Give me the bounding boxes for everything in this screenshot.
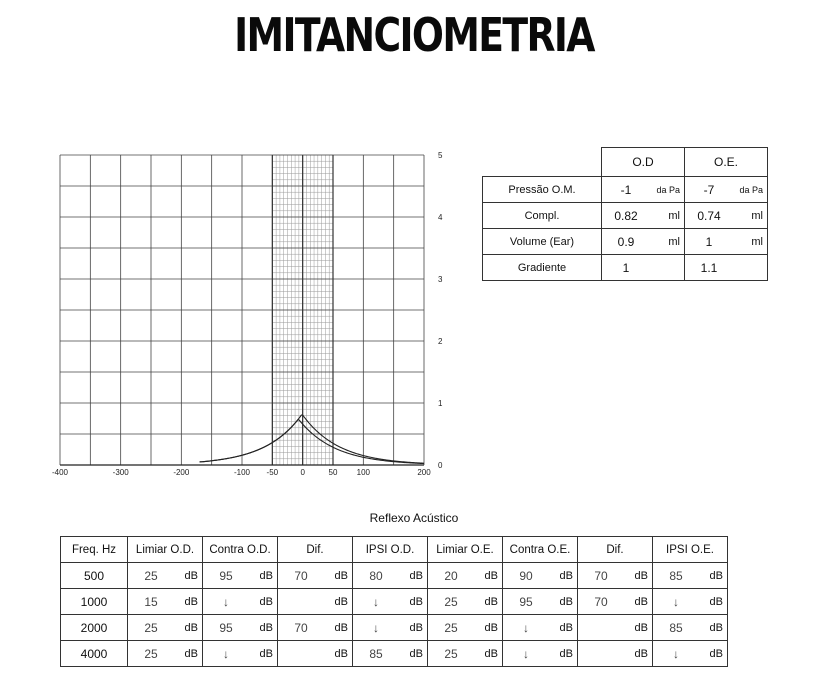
reflex-header-cell: Limiar O.D. <box>128 537 203 563</box>
reflex-unit-cell: dB <box>624 589 653 615</box>
reflex-header-cell: Limiar O.E. <box>428 537 503 563</box>
results-od-unit: ml <box>650 229 685 255</box>
results-header-od: O.D <box>602 148 685 177</box>
reflex-unit-cell: dB <box>474 615 503 641</box>
reflex-value-cell: ↓ <box>503 615 550 641</box>
reflex-header-row <box>61 537 728 563</box>
results-row <box>483 203 768 229</box>
reflex-value-cell <box>278 641 325 667</box>
y-tick-label: 4 <box>438 213 443 222</box>
reflex-value-cell: 80 <box>353 563 400 589</box>
results-row-label: Volume (Ear) <box>483 229 602 255</box>
reflex-value-cell: 25 <box>428 589 475 615</box>
reflex-freq-cell: 4000 <box>61 641 128 667</box>
reflex-value-cell: 85 <box>653 563 700 589</box>
reflex-freq-cell: 2000 <box>61 615 128 641</box>
reflex-value-cell: 70 <box>578 589 625 615</box>
results-row-label: Pressão O.M. <box>483 177 602 203</box>
reflex-value-cell <box>278 589 325 615</box>
reflex-unit-cell: dB <box>249 589 278 615</box>
results-row <box>483 255 768 281</box>
reflex-value-cell <box>578 641 625 667</box>
results-od-unit: ml <box>650 203 685 229</box>
y-tick-label: 3 <box>438 275 443 284</box>
results-od-unit <box>650 255 685 281</box>
results-header-oe: O.E. <box>685 148 768 177</box>
reflex-caption: Reflexo Acústico <box>369 511 459 525</box>
reflex-unit-cell: dB <box>399 615 428 641</box>
reflex-value-cell: 25 <box>428 615 475 641</box>
reflex-value-cell: 25 <box>128 615 175 641</box>
x-tick-label: -100 <box>233 468 251 477</box>
results-row-label: Compl. <box>483 203 602 229</box>
page-title: IMITANCIOMETRIA <box>234 8 594 62</box>
reflex-unit-cell: dB <box>474 563 503 589</box>
reflex-value-cell: ↓ <box>353 615 400 641</box>
results-od-value: 0.9 <box>602 229 651 255</box>
reflex-value-cell: ↓ <box>503 641 550 667</box>
reflex-unit-cell: dB <box>324 563 353 589</box>
reflex-row <box>61 615 728 641</box>
results-oe-value: 1 <box>685 229 734 255</box>
reflex-value-cell: 70 <box>278 563 325 589</box>
results-od-unit: da Pa <box>650 177 685 203</box>
results-table <box>482 147 768 281</box>
reflex-value-cell: 20 <box>428 563 475 589</box>
x-tick-label: -400 <box>51 468 69 477</box>
reflex-value-cell: ↓ <box>653 641 700 667</box>
results-row-label: Gradiente <box>483 255 602 281</box>
reflex-unit-cell: dB <box>699 563 728 589</box>
reflex-header-cell: Contra O.D. <box>203 537 278 563</box>
reflex-unit-cell: dB <box>249 615 278 641</box>
x-tick-label: -300 <box>112 468 129 477</box>
reflex-unit-cell: dB <box>324 615 353 641</box>
reflex-unit-cell: dB <box>549 563 578 589</box>
reflex-value-cell: 70 <box>578 563 625 589</box>
x-tick-label: 50 <box>328 468 338 477</box>
reflex-unit-cell: dB <box>624 641 653 667</box>
reflex-row <box>61 641 728 667</box>
results-od-value: 1 <box>602 255 651 281</box>
reflex-unit-cell: dB <box>549 589 578 615</box>
reflex-value-cell: 25 <box>128 641 175 667</box>
reflex-value-cell: 85 <box>353 641 400 667</box>
reflex-unit-cell: dB <box>624 563 653 589</box>
reflex-value-cell: ↓ <box>353 589 400 615</box>
reflex-value-cell: 95 <box>503 589 550 615</box>
y-tick-label: 2 <box>438 337 443 346</box>
reflex-value-cell: ↓ <box>203 641 250 667</box>
reflex-header-cell: Dif. <box>278 537 353 563</box>
reflex-unit-cell: dB <box>624 615 653 641</box>
reflex-unit-cell: dB <box>399 641 428 667</box>
reflex-value-cell: ↓ <box>203 589 250 615</box>
results-oe-unit <box>733 255 768 281</box>
reflex-unit-cell: dB <box>399 563 428 589</box>
results-row <box>483 229 768 255</box>
y-tick-label: 0 <box>438 461 443 470</box>
reflex-value-cell: 85 <box>653 615 700 641</box>
results-oe-value: -7 <box>685 177 734 203</box>
reflex-value-cell: 90 <box>503 563 550 589</box>
y-tick-label: 5 <box>438 151 443 160</box>
reflex-unit-cell: dB <box>174 641 203 667</box>
reflex-unit-cell: dB <box>324 641 353 667</box>
reflex-header-cell: IPSI O.E. <box>653 537 728 563</box>
results-oe-unit: da Pa <box>733 177 768 203</box>
reflex-freq-cell: 1000 <box>61 589 128 615</box>
results-oe-unit: ml <box>733 229 768 255</box>
reflex-value-cell: 95 <box>203 563 250 589</box>
results-row <box>483 177 768 203</box>
reflex-unit-cell: dB <box>399 589 428 615</box>
x-tick-label: 100 <box>356 468 371 477</box>
reflex-freq-cell: 500 <box>61 563 128 589</box>
reflex-unit-cell: dB <box>474 641 503 667</box>
x-tick-label: -50 <box>266 468 279 477</box>
x-tick-label: -200 <box>173 468 190 477</box>
reflex-value-cell: ↓ <box>653 589 700 615</box>
x-tick-label: 0 <box>300 468 305 477</box>
y-tick-label: 1 <box>438 399 443 408</box>
reflex-row <box>61 563 728 589</box>
reflex-header-cell: Freq. Hz <box>61 537 128 563</box>
results-od-value: 0.82 <box>602 203 651 229</box>
results-corner-cell <box>483 148 602 177</box>
reflex-unit-cell: dB <box>699 641 728 667</box>
reflex-unit-cell: dB <box>324 589 353 615</box>
reflex-unit-cell: dB <box>549 641 578 667</box>
tympanogram-curve <box>200 415 424 463</box>
reflex-header-cell: IPSI O.D. <box>353 537 428 563</box>
reflex-value-cell: 95 <box>203 615 250 641</box>
reflex-value-cell: 15 <box>128 589 175 615</box>
reflex-value-cell: 25 <box>428 641 475 667</box>
reflex-unit-cell: dB <box>474 589 503 615</box>
reflex-table <box>60 536 728 667</box>
reflex-value-cell <box>578 615 625 641</box>
reflex-unit-cell: dB <box>249 563 278 589</box>
reflex-unit-cell: dB <box>249 641 278 667</box>
reflex-unit-cell: dB <box>174 563 203 589</box>
results-header-row <box>483 148 768 177</box>
reflex-value-cell: 70 <box>278 615 325 641</box>
reflex-unit-cell: dB <box>549 615 578 641</box>
tympanogram-chart <box>50 145 450 480</box>
reflex-value-cell: 25 <box>128 563 175 589</box>
results-oe-value: 0.74 <box>685 203 734 229</box>
reflex-header-cell: Contra O.E. <box>503 537 578 563</box>
reflex-unit-cell: dB <box>699 615 728 641</box>
results-oe-unit: ml <box>733 203 768 229</box>
results-oe-value: 1.1 <box>685 255 734 281</box>
reflex-unit-cell: dB <box>174 589 203 615</box>
results-od-value: -1 <box>602 177 651 203</box>
reflex-unit-cell: dB <box>699 589 728 615</box>
reflex-row <box>61 589 728 615</box>
reflex-unit-cell: dB <box>174 615 203 641</box>
reflex-header-cell: Dif. <box>578 537 653 563</box>
x-tick-label: 200 <box>417 468 431 477</box>
